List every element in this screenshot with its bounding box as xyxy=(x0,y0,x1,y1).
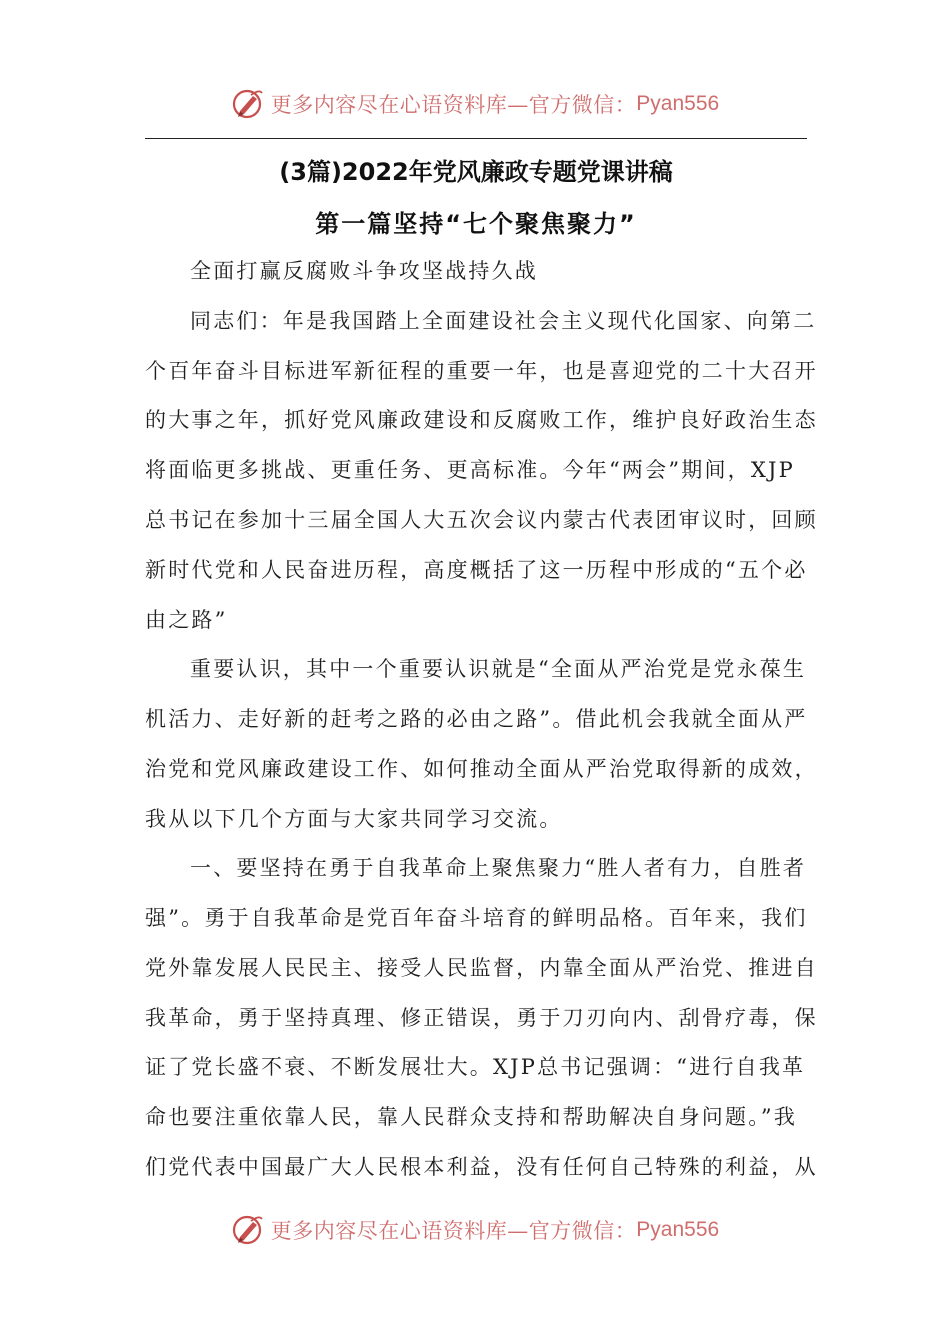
header-divider xyxy=(145,138,807,139)
body-line: 全面打赢反腐败斗争攻坚战持久战 xyxy=(190,259,538,283)
document-title: (3篇)2022年党风廉政专题党课讲稿 xyxy=(279,158,673,186)
body-line: 证了党长盛不衰、不断发展壮大。XJP总书记强调：“进行自我革 xyxy=(145,1055,806,1079)
wechat-id: Pyan556 xyxy=(636,1218,720,1241)
document-subtitle: 第一篇坚持“七个聚焦聚力” xyxy=(315,210,637,238)
body-line: 新时代党和人民奋进历程，高度概括了这一历程中形成的“五个必 xyxy=(145,558,808,582)
banner-text: 更多内容尽在心语资料库—官方微信： xyxy=(270,93,637,117)
pen-logo-icon xyxy=(231,1213,265,1247)
footer-banner xyxy=(0,1208,950,1252)
body-line: 总书记在参加十三届全国人大五次会议内蒙古代表团审议时，回顾 xyxy=(145,508,818,532)
body-line: 机活力、走好新的赶考之路的必由之路”。借此机会我就全面从严 xyxy=(145,707,808,731)
body-line: 由之路” xyxy=(145,608,228,632)
body-line: 一、要坚持在勇于自我革命上聚焦聚力“胜人者有力，自胜者 xyxy=(190,856,807,880)
body-line: 我从以下几个方面与大家共同学习交流。 xyxy=(145,807,563,831)
banner-text: 更多内容尽在心语资料库—官方微信： xyxy=(270,1219,637,1243)
wechat-id: Pyan556 xyxy=(636,92,720,115)
body-line: 党外靠发展人民民主、接受人民监督，内靠全面从严治党、推进自 xyxy=(145,956,818,980)
body-line: 治党和党风廉政建设工作、如何推动全面从严治党取得新的成效， xyxy=(145,757,818,781)
body-line: 们党代表中国最广大人民根本利益，没有任何自己特殊的利益，从 xyxy=(145,1155,818,1179)
header-banner xyxy=(0,82,950,126)
body-line: 将面临更多挑战、更重任务、更高标准。今年“两会”期间，XJP xyxy=(145,458,795,482)
body-line: 个百年奋斗目标进军新征程的重要一年，也是喜迎党的二十大召开 xyxy=(145,359,818,383)
body-line: 命也要注重依靠人民，靠人民群众支持和帮助解决自身问题。”我 xyxy=(145,1105,798,1129)
pen-logo-icon xyxy=(231,87,265,121)
body-line: 的大事之年，抓好党风廉政建设和反腐败工作，维护良好政治生态 xyxy=(145,408,818,432)
body-line: 同志们：年是我国踏上全面建设社会主义现代化国家、向第二 xyxy=(190,309,817,333)
body-line: 我革命，勇于坚持真理、修正错误，勇于刀刃向内、刮骨疗毒，保 xyxy=(145,1006,818,1030)
body-line: 强”。勇于自我革命是党百年奋斗培育的鲜明品格。百年来，我们 xyxy=(145,906,808,930)
body-line: 重要认识，其中一个重要认识就是“全面从严治党是党永葆生 xyxy=(190,657,807,681)
